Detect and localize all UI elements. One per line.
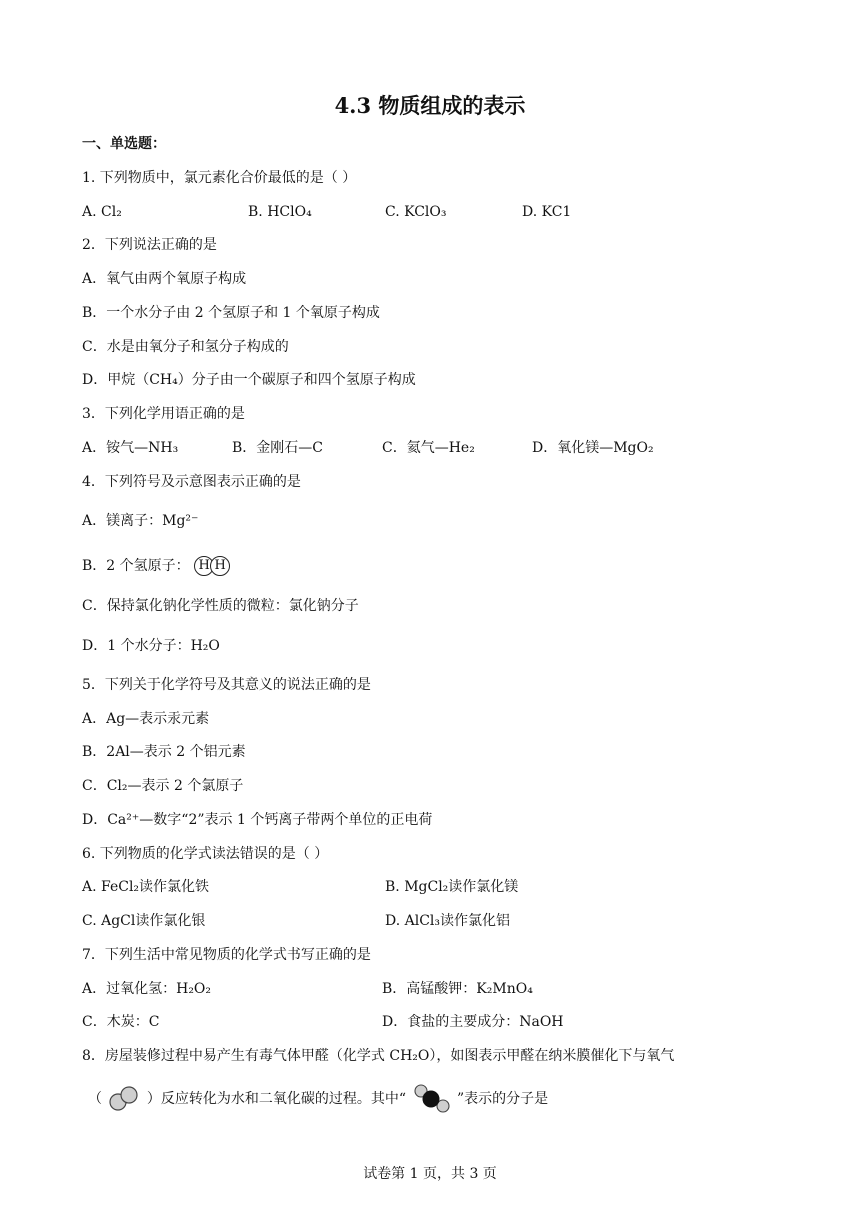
question-7-option-c: C．木炭：C bbox=[82, 1014, 160, 1030]
question-4-option-b bbox=[82, 556, 226, 576]
question-5-option-a: A．Ag—表示汞元素 bbox=[82, 711, 210, 727]
page-title: 4.3 物质组成的表示 bbox=[334, 93, 526, 118]
question-4-option-a: A．镁离子：Mg²⁻ bbox=[82, 513, 199, 529]
page-footer: 试卷第 1 页，共 3 页 bbox=[363, 1166, 497, 1182]
question-3-option-d: D．氧化镁—MgO₂ bbox=[532, 440, 654, 456]
question-6-option-b: B. MgCl₂读作氯化镁 bbox=[385, 879, 519, 895]
question-8-end-text: ”表示的分子是 bbox=[456, 1091, 549, 1107]
hydrogen-atom-circle: H bbox=[194, 556, 214, 576]
question-7-option-d: D．食盐的主要成分：NaOH bbox=[382, 1014, 564, 1030]
question-4-option-d: D．1 个水分子：H₂O bbox=[82, 638, 220, 654]
question-1-stem: 1. 下列物质中，氯元素化合价最低的是（ ） bbox=[82, 170, 357, 186]
question-3-stem: 3．下列化学用语正确的是 bbox=[82, 406, 245, 422]
hydrogen-atom-circle: H bbox=[210, 556, 230, 576]
question-3-option-b: B．金刚石—C bbox=[232, 440, 323, 456]
question-8-open-paren: （ bbox=[88, 1091, 102, 1107]
question-8-stem: 8．房屋装修过程中易产生有毒气体甲醛（化学式 CH₂O），如图表示甲醛在纳米膜催化下与氧气 bbox=[82, 1048, 675, 1064]
question-2-stem: 2．下列说法正确的是 bbox=[82, 237, 217, 253]
question-2-option-c: C．水是由氧分子和氢分子构成的 bbox=[82, 339, 289, 355]
question-6-option-c: C. AgCl读作氯化银 bbox=[82, 913, 206, 929]
question-2-option-b: B．一个水分子由 2 个氢原子和 1 个氧原子构成 bbox=[82, 305, 380, 321]
formaldehyde-molecule-icon bbox=[411, 1083, 453, 1115]
question-5-option-d: D．Ca²⁺—数字“2”表示 1 个钙离子带两个单位的正电荷 bbox=[82, 812, 433, 828]
question-4-option-b-label: B．2 个氢原子： bbox=[82, 558, 190, 574]
question-7-stem: 7．下列生活中常见物质的化学式书写正确的是 bbox=[82, 947, 371, 963]
section-heading: 一、单选题： bbox=[82, 136, 166, 152]
question-5-stem: 5．下列关于化学符号及其意义的说法正确的是 bbox=[82, 677, 371, 693]
question-2-option-d: D．甲烷（CH₄）分子由一个碳原子和四个氢原子构成 bbox=[82, 372, 416, 388]
question-6-stem: 6. 下列物质的化学式读法错误的是（ ） bbox=[82, 846, 329, 862]
question-7-option-b: B．高锰酸钾：K₂MnO₄ bbox=[382, 981, 533, 997]
question-1-option-a: A. Cl₂ bbox=[82, 204, 122, 220]
two-hydrogen-atoms-diagram bbox=[194, 556, 226, 576]
question-4-stem: 4．下列符号及示意图表示正确的是 bbox=[82, 474, 301, 490]
question-1-option-c: C. KClO₃ bbox=[385, 204, 447, 220]
question-6-option-d: D. AlCl₃读作氯化铝 bbox=[385, 913, 511, 929]
question-5-option-c: C．Cl₂—表示 2 个氯原子 bbox=[82, 778, 244, 794]
question-2-option-a: A．氧气由两个氧原子构成 bbox=[82, 271, 247, 287]
question-7-option-a: A．过氧化氢：H₂O₂ bbox=[82, 981, 212, 997]
question-5-option-b: B．2Al—表示 2 个铝元素 bbox=[82, 744, 246, 760]
question-1-option-b: B. HClO₄ bbox=[248, 204, 312, 220]
question-4-option-c: C．保持氯化钠化学性质的微粒：氯化钠分子 bbox=[82, 598, 359, 614]
oxygen-molecule-icon bbox=[106, 1086, 142, 1112]
question-3-option-c: C．氦气—He₂ bbox=[382, 440, 475, 456]
question-8-line-2 bbox=[88, 1083, 548, 1115]
question-6-option-a: A. FeCl₂读作氯化铁 bbox=[82, 879, 210, 895]
question-8-mid-text: ）反应转化为水和二氧化碳的过程。其中“ bbox=[146, 1091, 407, 1107]
question-3-option-a: A．铵气—NH₃ bbox=[82, 440, 179, 456]
question-1-option-d: D. KC1 bbox=[522, 204, 572, 220]
